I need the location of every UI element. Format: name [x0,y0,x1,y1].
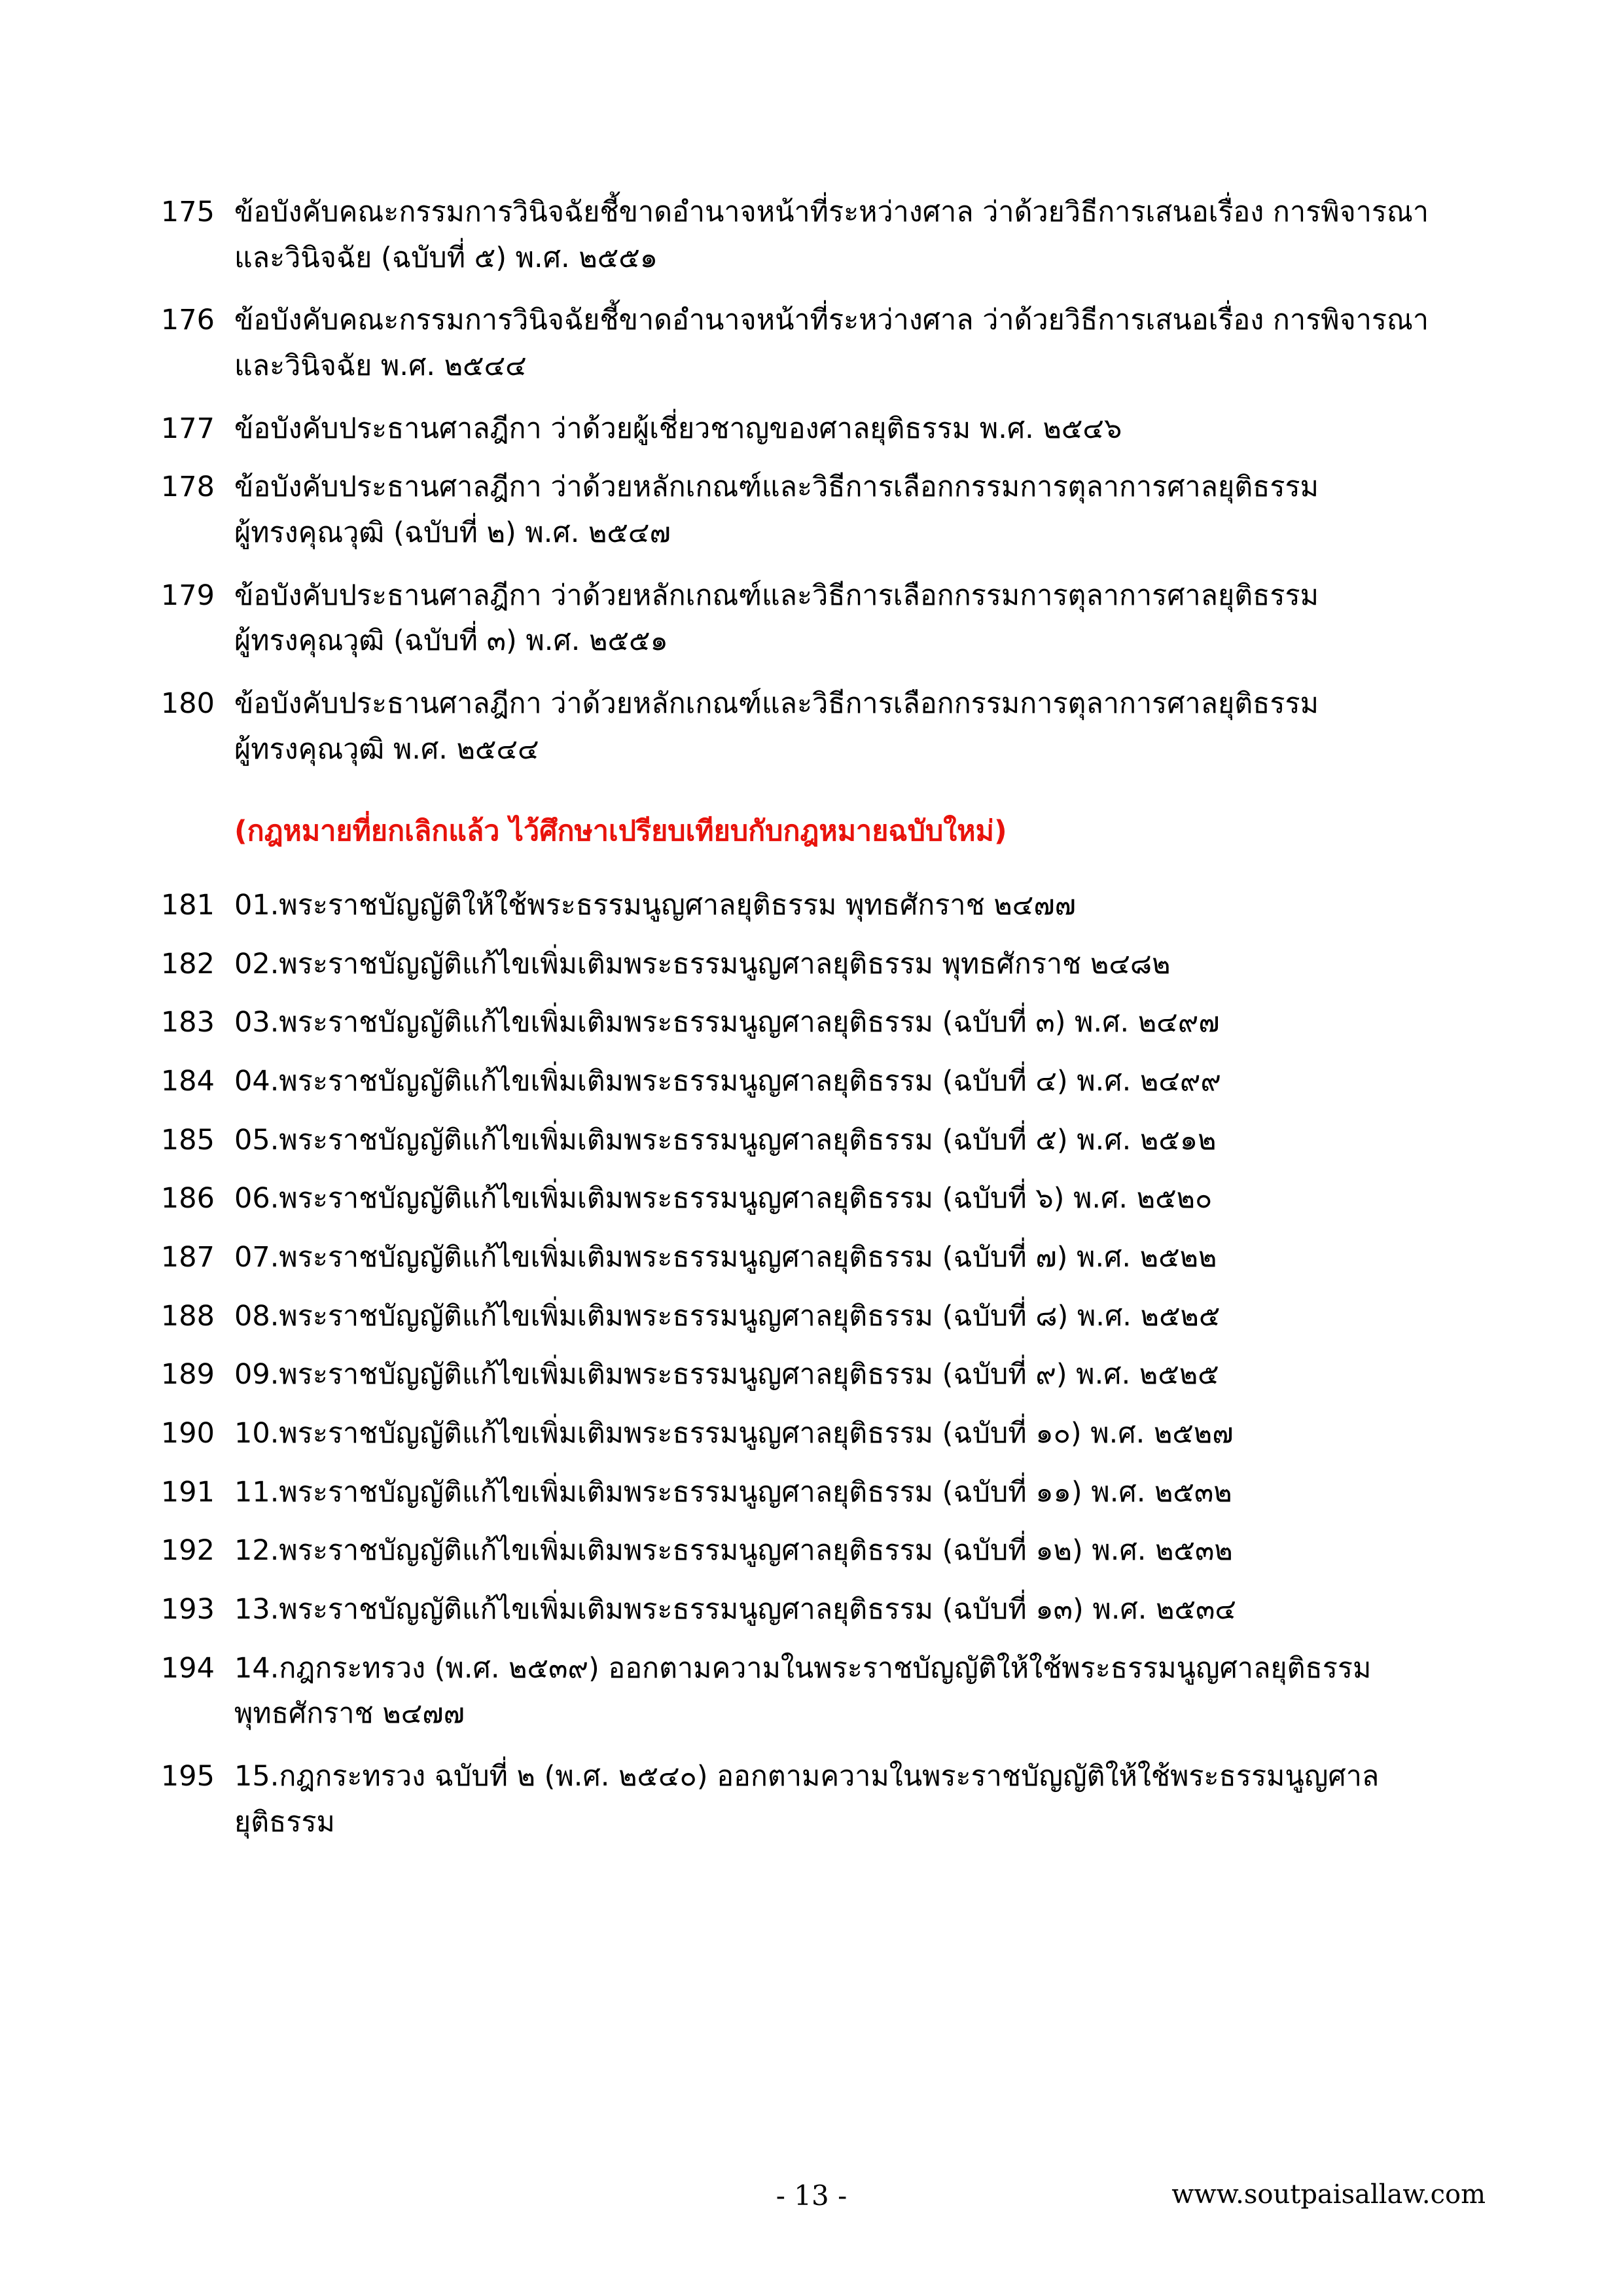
item-number: 186 [160,1182,215,1215]
list-item [137,298,1512,389]
item-text-line2: ผู้ทรงคุณวุฒิ (ฉบับที่ ๒) พ.ศ. ๒๕๔๗ [234,516,671,549]
list-item [137,1294,1512,1340]
item-number: 191 [160,1475,215,1509]
list-item [137,1176,1512,1222]
item-text: 03.พระราชบัญญัติแก้ไขเพิ่มเติมพระธรรมนูญศาลยุติธรรม (ฉบับที่ ๓) พ.ศ. ๒๔๙๗ [234,1006,1220,1039]
item-number: 193 [160,1592,215,1626]
document-content [137,190,1512,1862]
item-number: 176 [160,304,215,337]
item-number: 181 [160,889,215,922]
item-text [234,1646,1512,1737]
item-text: 11.พระราชบัญญัติแก้ไขเพิ่มเติมพระธรรมนูญศาลยุติธรรม (ฉบับที่ ๑๑) พ.ศ. ๒๕๓๒ [234,1475,1232,1509]
list-item [137,190,1512,281]
item-text-line1: ข้อบังคับประธานศาลฎีกา ว่าด้วยผู้เชี่ยวชาญของศาลยุติธรรม พ.ศ. ๒๕๔๖ [234,412,1122,445]
item-text: 09.พระราชบัญญัติแก้ไขเพิ่มเติมพระธรรมนูญศาลยุติธรรม (ฉบับที่ ๙) พ.ศ. ๒๕๒๕ [234,1358,1219,1391]
item-text-line1: 14.กฎกระทรวง (พ.ศ. ๒๕๓๙) ออกตามความในพระราชบัญญัติให้ใช้พระธรรมนูญศาลยุติธรรม [234,1651,1372,1685]
item-text-line2: ผู้ทรงคุณวุฒิ (ฉบับที่ ๓) พ.ศ. ๒๕๕๑ [234,624,668,658]
item-text: 01.พระราชบัญญัติให้ใช้พระธรรมนูญศาลยุติธรรม พุทธศักราช ๒๔๗๗ [234,889,1076,922]
item-text [234,406,1512,452]
list-item [137,1000,1512,1046]
list-item [137,942,1512,988]
item-text-line1: 15.กฎกระทรวง ฉบับที่ ๒ (พ.ศ. ๒๕๔๐) ออกตามความในพระราชบัญญัติให้ใช้พระธรรมนูญศาล [234,1759,1380,1793]
item-text-line2: ผู้ทรงคุณวุฒิ พ.ศ. ๒๕๔๔ [234,732,539,766]
list-item [137,1646,1512,1737]
item-number: 188 [160,1299,215,1333]
item-number: 194 [160,1651,215,1685]
item-text: 07.พระราชบัญญัติแก้ไขเพิ่มเติมพระธรรมนูญศาลยุติธรรม (ฉบับที่ ๗) พ.ศ. ๒๕๒๒ [234,1240,1217,1274]
item-text-line1: ข้อบังคับประธานศาลฎีกา ว่าด้วยหลักเกณฑ์และวิธีการเลือกกรรมการตุลาการศาลยุติธรรม [234,687,1319,720]
list-item [137,406,1512,452]
list-item [137,1411,1512,1457]
item-text: 10.พระราชบัญญัติแก้ไขเพิ่มเติมพระธรรมนูญศาลยุติธรรม (ฉบับที่ ๑๐) พ.ศ. ๒๕๒๗ [234,1416,1234,1450]
item-text-line1: ข้อบังคับคณะกรรมการวินิจฉัยชี้ขาดอำนาจหน้าที่ระหว่างศาล ว่าด้วยวิธีการเสนอเรื่อง การพิจารณา [234,304,1429,337]
item-number: 187 [160,1240,215,1274]
item-number: 195 [160,1759,215,1793]
item-text: 13.พระราชบัญญัติแก้ไขเพิ่มเติมพระธรรมนูญศาลยุติธรรม (ฉบับที่ ๑๓) พ.ศ. ๒๕๓๔ [234,1592,1236,1626]
item-text: 06.พระราชบัญญัติแก้ไขเพิ่มเติมพระธรรมนูญศาลยุติธรรม (ฉบับที่ ๖) พ.ศ. ๒๕๒๐ [234,1182,1213,1215]
item-text [234,298,1512,389]
list-item [137,1470,1512,1516]
item-text-line2: ยุติธรรม [234,1805,335,1839]
item-number: 177 [160,412,215,445]
section-heading: (กฎหมายที่ยกเลิกแล้ว ไว้ศึกษาเปรียบเทียบกับกฎหมายฉบับใหม่) [234,815,1007,848]
item-number: 179 [160,579,215,612]
item-text-line1: ข้อบังคับประธานศาลฎีกา ว่าด้วยหลักเกณฑ์และวิธีการเลือกกรรมการตุลาการศาลยุติธรรม [234,471,1319,504]
item-text-line2: และวินิจฉัย (ฉบับที่ ๕) พ.ศ. ๒๕๕๑ [234,241,658,274]
list-item [137,1118,1512,1164]
item-text: 02.พระราชบัญญัติแก้ไขเพิ่มเติมพระธรรมนูญศาลยุติธรรม พุทธศักราช ๒๔๘๒ [234,947,1171,980]
item-text: 05.พระราชบัญญัติแก้ไขเพิ่มเติมพระธรรมนูญศาลยุติธรรม (ฉบับที่ ๕) พ.ศ. ๒๕๑๒ [234,1123,1217,1157]
item-number: 190 [160,1416,215,1450]
site-url: www.soutpaisallaw.com [1171,2179,1486,2210]
list-item [137,1754,1512,1845]
item-text [234,190,1512,281]
item-number: 178 [160,471,215,504]
item-number: 189 [160,1358,215,1391]
item-text: 12.พระราชบัญญัติแก้ไขเพิ่มเติมพระธรรมนูญศาลยุติธรรม (ฉบับที่ ๑๒) พ.ศ. ๒๕๓๒ [234,1534,1233,1568]
item-number: 182 [160,947,215,980]
list-item [137,883,1512,929]
list-item [137,681,1512,772]
item-text: 08.พระราชบัญญัติแก้ไขเพิ่มเติมพระธรรมนูญศาลยุติธรรม (ฉบับที่ ๘) พ.ศ. ๒๕๒๕ [234,1299,1221,1333]
list-item [137,1587,1512,1633]
list-item [137,1059,1512,1105]
item-text: 04.พระราชบัญญัติแก้ไขเพิ่มเติมพระธรรมนูญศาลยุติธรรม (ฉบับที่ ๔) พ.ศ. ๒๔๙๙ [234,1064,1221,1098]
list-item [137,465,1512,556]
item-text [234,573,1512,664]
item-text [234,1754,1512,1845]
item-number: 180 [160,687,215,720]
item-number: 192 [160,1534,215,1568]
item-text-line2: พุทธศักราช ๒๔๗๗ [234,1697,465,1731]
item-number: 184 [160,1064,215,1098]
item-text-line1: ข้อบังคับคณะกรรมการวินิจฉัยชี้ขาดอำนาจหน้าที่ระหว่างศาล ว่าด้วยวิธีการเสนอเรื่อง การพิจารณา [234,196,1429,228]
item-text [234,681,1512,772]
item-number: 175 [160,196,215,228]
list-item [137,1235,1512,1281]
page-footer [0,2179,1623,2219]
list-item [137,573,1512,664]
list-item [137,1528,1512,1574]
item-text [234,465,1512,556]
item-number: 183 [160,1006,215,1039]
item-text-line2: และวินิจฉัย พ.ศ. ๒๕๔๔ [234,349,527,382]
item-number: 185 [160,1123,215,1157]
list-item [137,1352,1512,1398]
page-number: - 13 - [776,2179,847,2212]
item-text-line1: ข้อบังคับประธานศาลฎีกา ว่าด้วยหลักเกณฑ์และวิธีการเลือกกรรมการตุลาการศาลยุติธรรม [234,579,1319,612]
